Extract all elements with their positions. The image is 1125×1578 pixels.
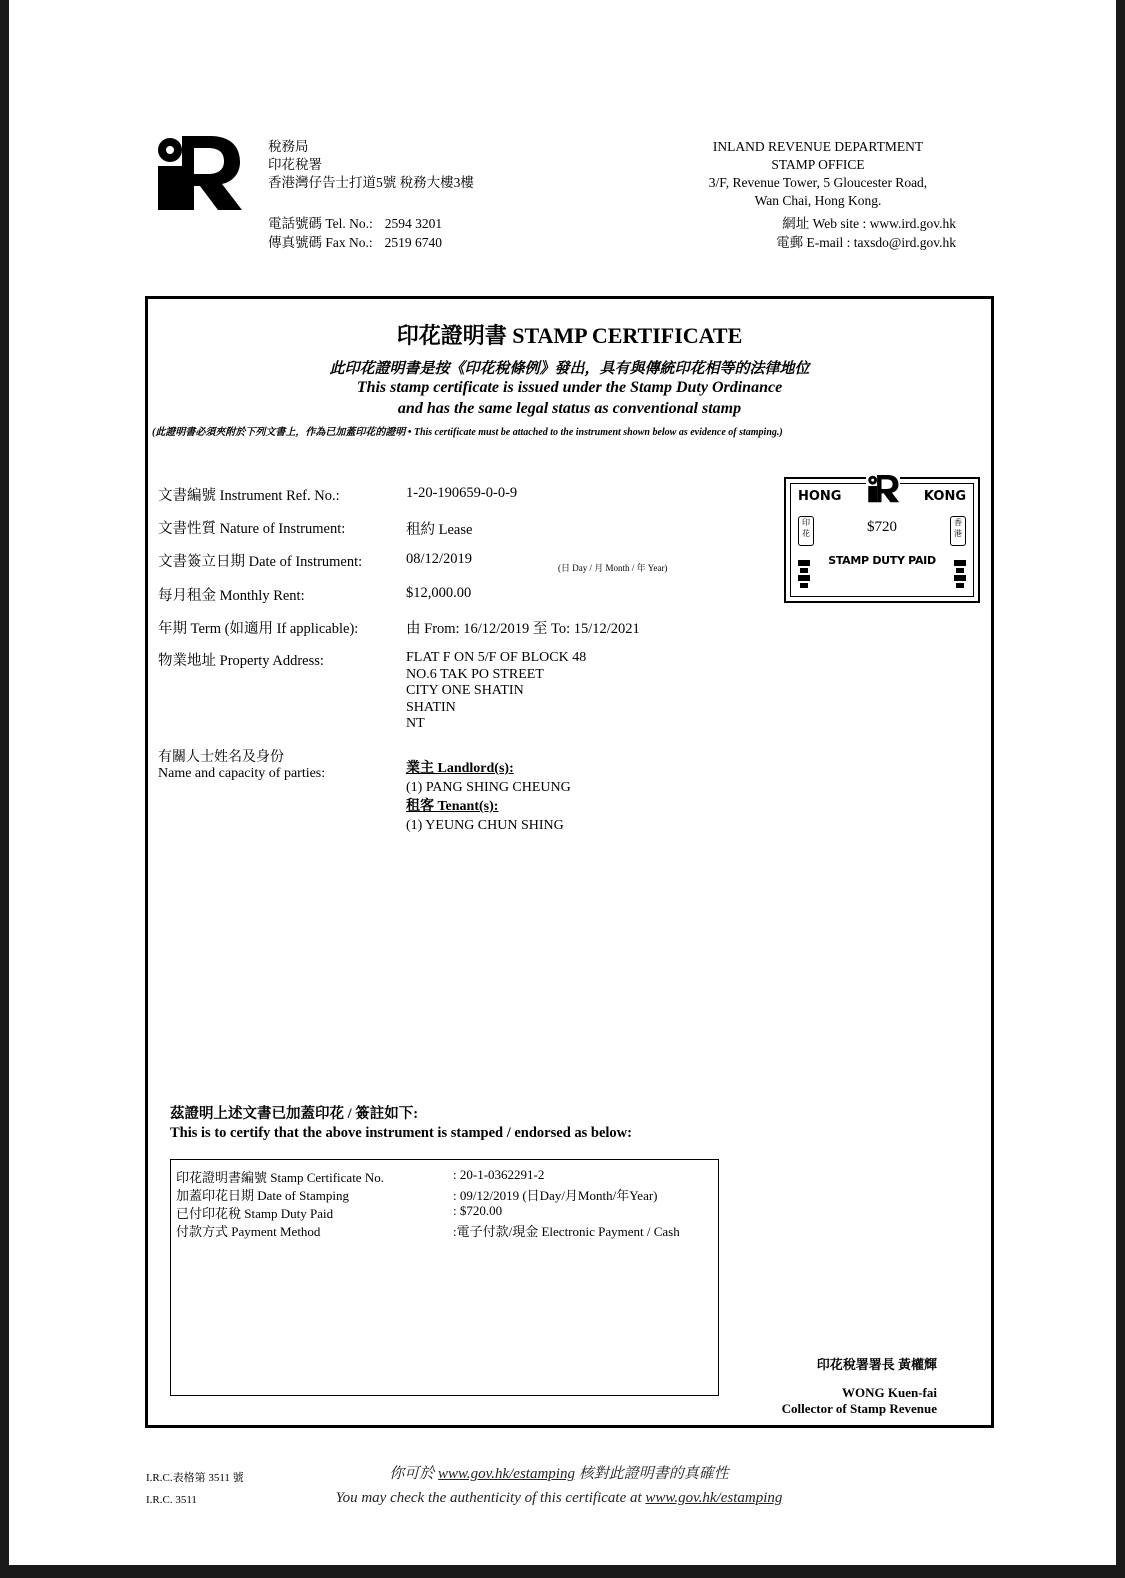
parties-label-cn: 有關人士姓名及身份 <box>158 750 284 765</box>
subtitle-english-1: This stamp certificate is issued under the Stamp Duty Ordinance <box>356 379 783 396</box>
certificate-frame <box>145 296 994 1428</box>
stamp-duty-paid-stamp <box>784 477 980 603</box>
header-line: 3/F, Revenue Tower, 5 Gloucester Road, <box>708 175 928 190</box>
check-cn-pre: 你可於 <box>389 1466 435 1482</box>
payment-method: :電子付款/現金 Electronic Payment / Cash <box>453 1224 680 1239</box>
stamp-seal-right: 香港 <box>950 516 966 546</box>
date-of-stamping: : 09/12/2019 (日Day/月Month/年Year) <box>453 1188 658 1203</box>
website: 網址 Web site : www.ird.gov.hk <box>782 216 956 231</box>
subtitle-english-2: and has the same legal status as conventional stamp <box>397 400 742 417</box>
fax-label: 傳真號碼 Fax No.: <box>268 235 373 250</box>
header-line: 香港灣仔告士打道5號 稅務大樓3樓 <box>268 175 474 190</box>
header-line: 稅務局 <box>268 139 309 154</box>
email: 電郵 E-mail : taxsdo@ird.gov.hk <box>776 235 956 250</box>
stamp-duty-paid: : $720.00 <box>453 1203 503 1218</box>
field-label: 文書編號 Instrument Ref. No.: <box>158 488 340 504</box>
stamp-certificate-no: : 20-1-0362291-2 <box>453 1167 545 1182</box>
monthly-rent-value: $12,000.00 <box>406 585 472 601</box>
certificate-page <box>9 0 1116 1565</box>
field-label: 文書性質 Nature of Instrument: <box>158 521 346 537</box>
date-format-hint: (日 Day / 月 Month / 年 Year) <box>558 563 668 573</box>
certify-en: This is to certify that the above instrument is stamped / endorsed as below: <box>170 1125 632 1141</box>
check-cn-post: 核對此證明書的真確性 <box>578 1466 729 1482</box>
stamp-ornament-left-icon <box>797 559 811 589</box>
signatory-title: Collector of Stamp Revenue <box>781 1401 937 1416</box>
parties-list <box>406 759 571 835</box>
stamp-ird-logo-icon <box>866 475 900 503</box>
header-web-contact <box>776 214 956 252</box>
certificate-title: 印花證明書 STAMP CERTIFICATE <box>396 323 743 348</box>
instrument-nature-value: 租約 Lease <box>406 522 473 538</box>
address-line: CITY ONE SHATIN <box>406 683 524 698</box>
instrument-ref-value: 1-20-190659-0-0-9 <box>406 485 518 501</box>
stamp-ornament-right-icon <box>953 559 967 589</box>
header-chinese-address <box>268 138 474 192</box>
property-address <box>406 650 586 733</box>
landlord-name: (1) PANG SHING CHEUNG <box>406 780 571 795</box>
form-number-cn: I.R.C.表格第 3511 號 <box>146 1472 244 1484</box>
field-label: 物業地址 Property Address: <box>158 653 324 669</box>
certify-cn: 茲證明上述文書已加蓋印花 / 簽註如下: <box>170 1106 419 1122</box>
signatory-cn: 印花稅署署長 黃權輝 <box>816 1357 937 1372</box>
certify-statement <box>170 1105 632 1143</box>
header-line: Wan Chai, Hong Kong. <box>754 193 882 208</box>
detail-label: 已付印花稅 Stamp Duty Paid <box>176 1206 334 1221</box>
instrument-date-value: 08/12/2019 <box>406 551 473 567</box>
stamp-hong: HONG <box>798 489 842 504</box>
landlord-heading: 業主 Landlord(s): <box>406 761 514 776</box>
header-line: INLAND REVENUE DEPARTMENT <box>712 139 924 154</box>
header-contact <box>268 214 442 252</box>
address-line: NO.6 TAK PO STREET <box>406 666 544 682</box>
stamp-caption: STAMP DUTY PAID <box>828 554 936 567</box>
parties-label-en: Name and capacity of parties: <box>158 766 326 781</box>
fax-value: 2519 6740 <box>384 235 442 250</box>
detail-label: 付款方式 Payment Method <box>176 1224 321 1239</box>
estamping-link-cn[interactable]: www.gov.hk/estamping <box>438 1466 575 1482</box>
subtitle-chinese: 此印花證明書是按《印花稅條例》發出，具有與傳統印花相等的法律地位 <box>329 361 810 377</box>
field-label: 文書簽立日期 Date of Instrument: <box>158 554 363 570</box>
tel-value: 2594 3201 <box>384 216 443 231</box>
header-line: 印花稅署 <box>268 157 322 172</box>
ird-logo-icon <box>152 136 244 212</box>
stamp-seal-left: 印花 <box>798 516 814 546</box>
signatory-block <box>782 1357 937 1417</box>
signatory-name: WONG Kuen-fai <box>842 1385 937 1400</box>
estamping-link-en[interactable]: www.gov.hk/estamping <box>645 1490 783 1506</box>
field-label: 每月租金 Monthly Rent: <box>158 588 305 604</box>
form-number <box>146 1467 244 1511</box>
tenant-name: (1) YEUNG CHUN SHING <box>406 818 564 833</box>
field-label: 年期 Term (如適用 If applicable): <box>158 621 359 637</box>
address-line: NT <box>406 716 425 731</box>
stamping-details-box <box>170 1159 719 1396</box>
address-line: FLAT F ON 5/F OF BLOCK 48 <box>406 650 587 665</box>
check-en-pre: You may check the authenticity of this certificate at <box>335 1490 642 1506</box>
form-number-en: I.R.C. 3511 <box>146 1494 197 1506</box>
header-english-address <box>668 138 968 210</box>
term-value: 由 From: 16/12/2019 至 To: 15/12/2021 <box>406 621 640 637</box>
tenant-heading: 租客 Tenant(s): <box>406 799 499 814</box>
authenticity-note <box>289 1462 829 1510</box>
detail-label: 印花證明書編號 Stamp Certificate No. <box>176 1170 384 1185</box>
tel-label: 電話號碼 Tel. No.: <box>268 216 373 231</box>
address-line: SHATIN <box>406 699 456 715</box>
stamp-kong: KONG <box>923 489 966 504</box>
attachment-note: (此證明書必須夾附於下列文書上，作為已加蓋印花的證明 • This certificate must be attached to the instrument shown below as evidence of stamping.) <box>152 427 783 438</box>
parties-label <box>158 750 325 782</box>
header-line: STAMP OFFICE <box>771 157 865 172</box>
detail-label: 加蓋印花日期 Date of Stamping <box>176 1188 349 1203</box>
stamp-amount: $720 <box>867 519 897 535</box>
